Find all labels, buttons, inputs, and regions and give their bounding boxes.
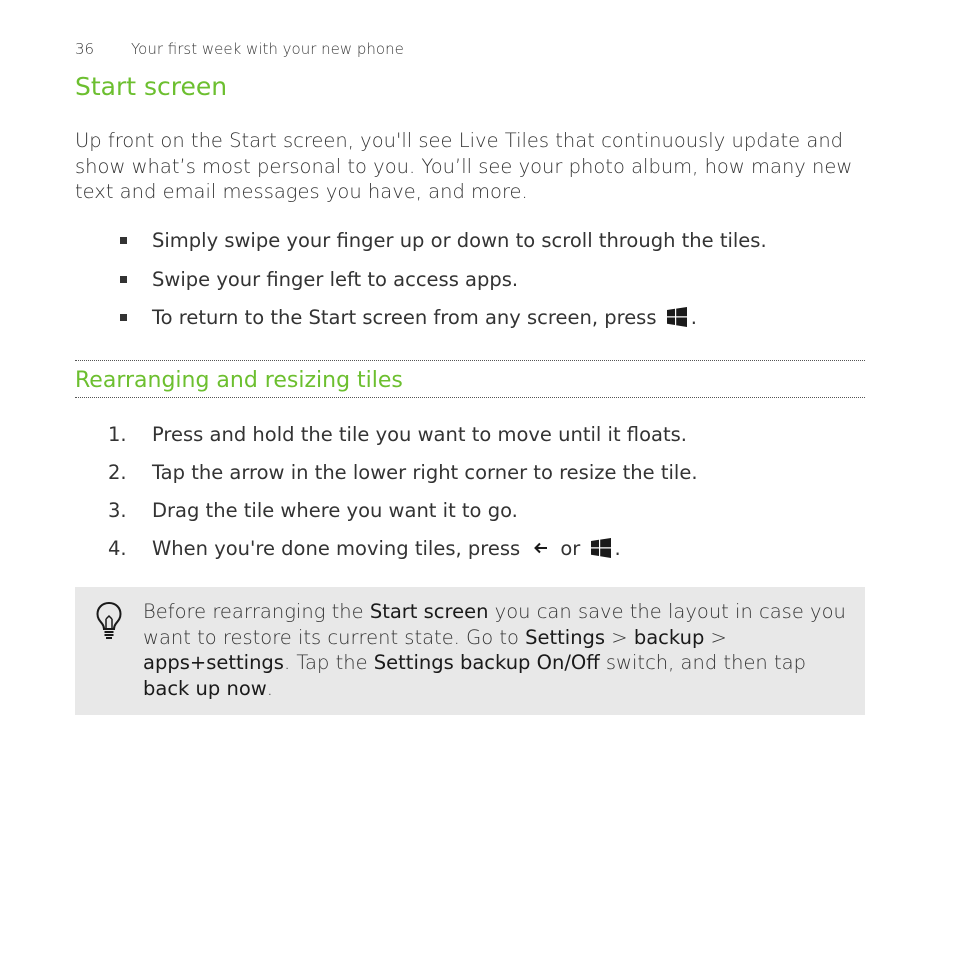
step-text: Drag the tile where you want it to go.: [152, 499, 518, 522]
bullet-square-icon: [120, 237, 127, 244]
step-text: Tap the arrow in the lower right corner to resize the tile.: [152, 461, 698, 484]
tip-text: [143, 599, 848, 701]
step-item: [75, 422, 865, 460]
tip-text-run: >: [704, 625, 727, 649]
tip-text-run: Before rearranging the: [143, 600, 370, 623]
bullet-item: [75, 305, 865, 344]
tip-ui-term: Start screen: [369, 600, 489, 623]
intro-paragraph: Up front on the Start screen, you'll see Live Tiles that continuously update and show what’s most personal to you. You’ll see your photo album, how many new text and email messages you have, and more.: [75, 129, 853, 203]
step-item: [75, 460, 865, 498]
bullet-text: Swipe your finger left to access apps.: [152, 267, 519, 291]
bullet-text: Simply swipe your finger up or down to scroll through the tiles.: [152, 229, 767, 252]
bullet-end-punct: .: [690, 306, 697, 329]
subsection-divider-bottom: [75, 397, 865, 398]
tip-ui-term: back up now: [143, 676, 267, 700]
bullet-square-icon: [120, 314, 127, 321]
step-number: 3.: [108, 499, 127, 522]
bullet-item: [75, 228, 865, 267]
tip-ui-term: Settings: [525, 625, 606, 649]
step-number: 2.: [108, 461, 127, 484]
step-text: When you're done moving tiles, press: [152, 537, 521, 560]
tip-ui-term: backup: [633, 625, 705, 649]
step-end-punct: .: [614, 537, 621, 560]
step-number: 4.: [108, 537, 127, 560]
tip-text-run: .: [266, 676, 273, 700]
step-or-text: or: [560, 537, 581, 560]
tip-ui-term: apps+settings: [143, 651, 284, 674]
running-header: [75, 40, 404, 58]
page-number: 36: [75, 40, 95, 58]
step-text: Press and hold the tile you want to move until it floats.: [152, 423, 687, 446]
tip-text-run: you can save the layout in case you want to restore its current state. Go to: [143, 600, 846, 649]
subsection-title: Rearranging and resizing tiles: [75, 368, 403, 393]
tip-text-run: . Tap the: [283, 651, 374, 674]
step-number: 1.: [108, 423, 127, 446]
subsection-divider-top: [75, 360, 865, 361]
back-arrow-icon: [532, 539, 550, 557]
tip-text-run: >: [605, 625, 634, 649]
windows-icon: [591, 538, 611, 558]
tip-ui-term: Settings backup On/Off: [373, 651, 600, 674]
steps-list: [75, 422, 865, 574]
bullet-item: [75, 267, 865, 306]
bullet-square-icon: [120, 276, 127, 283]
lightbulb-icon: [95, 601, 123, 641]
section-title: Start screen: [75, 72, 228, 101]
windows-icon: [667, 307, 687, 327]
step-item: [75, 536, 865, 574]
tip-text-run: switch, and then tap: [599, 651, 806, 674]
tip-box: [75, 587, 865, 715]
step-item: [75, 498, 865, 536]
bullet-list: [75, 228, 865, 344]
bullet-text: To return to the Start screen from any screen, press: [152, 306, 657, 329]
chapter-title: Your first week with your new phone: [131, 40, 404, 58]
